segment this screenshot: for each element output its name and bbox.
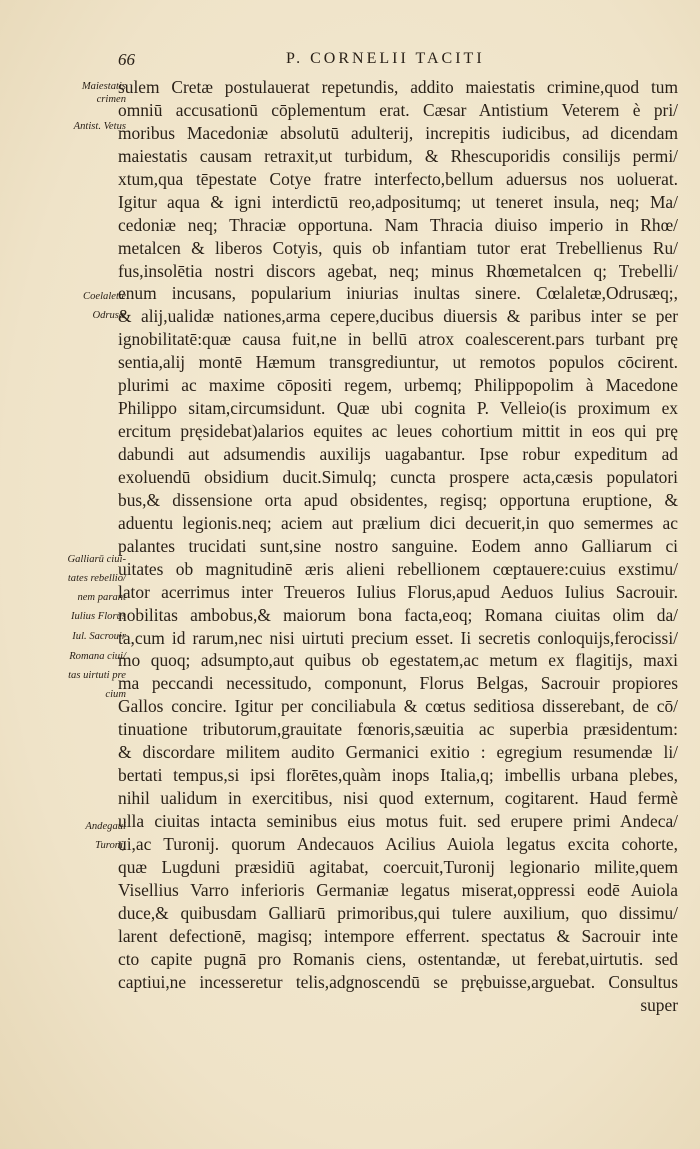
text-line: Visellius Varro inferioris Germaniæ legatus miserat,oppressi eodē Auiola: [118, 879, 678, 900]
margin-note-sacrouir: [40, 630, 126, 643]
text-line: Philippo sitam,circumsidunt. Quæ ubi cognita P. Velleio(is proximum ex: [118, 398, 678, 419]
text-line: ignobilitatē:quæ causa fuit,ne in bellū atrox coalescerent.pars turbant prę: [118, 329, 678, 350]
text-line: maiestatis causam retraxit,ut turbidum, & Rhescuporidis consilijs permi/: [118, 145, 678, 166]
text-line: dabundi aut adsumendis auxilijs uagabantur. Ipse robur expeditum ad: [118, 444, 678, 464]
margin-note-antistius: [40, 120, 126, 133]
text-line: palantes trucidati sunt,sine nostro sanguine. Eodem anno Galliarum ci: [118, 535, 678, 556]
text-line: uitates ob magnitudinē æris alieni rebellionem cœptauere:cuius exstimu/: [118, 558, 678, 579]
text-line: metalcen & liberos Cotyis, quis ob infantiam tutor erat Trebellienus Ru/: [118, 237, 678, 258]
margin-note-line: Iulius Florus: [70, 611, 126, 622]
margin-note-line: Turonij: [95, 840, 126, 851]
margin-note-line: Galliarū ciui-: [67, 554, 126, 565]
text-line: ta,cum id rarum,nec nisi uirtuti precium esset. Ii secretis conloquijs,ferocissi/: [118, 627, 678, 648]
text-line: tinuatione tributorum,grauitate fœnoris,sæuitia ac superbia præsidentum:: [118, 719, 678, 740]
text-line: captiui,ne incesseretur telis,adgnoscendū se prębuisse,arguebat. Consultus: [118, 971, 678, 992]
text-line: plurimi ac maxime cōpositi regem, urbemq; Philippopolim à Macedone: [118, 375, 678, 396]
margin-note-line: Romana ciui/: [69, 651, 126, 662]
text-line: nihil ualidum in exercitibus, nisi quod externum, cogitarent. Haud fermè: [118, 788, 678, 809]
main-text-block: [118, 76, 678, 1016]
text-line: ulla ciuitas intacta seminibus eius motus fuit. sed erupere primi Andeca/: [118, 811, 678, 831]
text-line: ercitum pręsidebat)alarios equites ac leues cohortium mittit in eos qui prę: [118, 421, 678, 442]
margin-note-andegaui: [40, 820, 126, 852]
margin-note-line: Coelaletæ: [83, 291, 126, 302]
margin-note-line: cium: [105, 689, 126, 700]
text-line: omniū accusationū cōplementum erat. Cæsar Antistium Veterem è pri/: [118, 99, 678, 120]
text-line: sentia,alij montē Hæmum transgrediuntur, ut remotos populos cōcirent.: [118, 352, 678, 373]
text-line: sulem Cretæ postulauerat repetundis, addito maiestatis crimine,quod tum: [118, 77, 678, 97]
text-line: Gallos concire. Igitur per conciliabula & cœtus seditiosa disserebant, de cō/: [118, 696, 678, 717]
margin-note-coelaletae: [40, 290, 126, 322]
text-line: ma peccandi necessitudo, componunt, Florus Belgas, Sacrouir propiores: [118, 673, 678, 694]
text-line: xtum,qua tēpestate Cotye fratre interfecto,bellum aduersus nos uoluerat.: [118, 168, 678, 189]
margin-note-line: tates rebellio/: [67, 573, 126, 584]
margin-note-line: Antist. Vetus: [73, 121, 126, 132]
margin-note-line: tas uirtuti pre: [68, 670, 126, 681]
margin-note-line: Andegaui: [85, 821, 126, 832]
text-line: quæ Lugduni præsidiū agitabat, coercuit,Turonij legionario milite,quem: [118, 856, 678, 877]
margin-note-line: Iul. Sacrouir: [72, 631, 126, 642]
margin-note-line: Maiestatis: [81, 81, 126, 92]
text-line: cto capite pugnā pro Romanis ciens, ostentandæ, ut ferebat,uirtutis. sed: [118, 948, 678, 969]
text-line: Igitur aqua & igni interdictū reo,adpositumq; ut teneret insula, neq; Ma/: [118, 191, 678, 212]
catchword: super: [640, 994, 678, 1015]
text-line: enum incusans, popularium iniurias inultas sinere. Cœlaletæ,Odrusæq;,: [118, 283, 678, 304]
text-line: ui,ac Turonij. quorum Andecauos Acilius Auiola legatus excita cohorte,: [118, 833, 678, 854]
margin-note-florus: [40, 610, 126, 623]
margin-note-galliarum: [40, 553, 126, 604]
margin-note-line: Odrusæ: [92, 310, 126, 321]
margin-note-line: crimen: [96, 94, 126, 105]
running-head: P. CORNELII TACITI: [286, 50, 485, 67]
margin-note-romana-ciuitas: [40, 650, 126, 701]
margin-note-line: nem parant: [77, 592, 126, 603]
text-line: mo quoq; adsumpto,aut quibus ob egestatem,ac metum ex flagitijs, maxi: [118, 650, 678, 671]
text-line: cedoniæ neq; Thraciæ opportuna. Nam Thracia diuiso imperio in Rhœ/: [118, 214, 678, 235]
text-line: & alij,ualidæ nationes,arma cepere,ducibus diuersis & paribus inter se per: [118, 306, 678, 327]
text-line: nobilitas ambobus,& maiorum bona facta,eoq; Romana ciuitas olim da/: [118, 604, 678, 625]
text-line: lator acerrimus inter Treueros Iulius Florus,apud Aeduos Iulius Sacrouir.: [118, 581, 678, 602]
margin-note-maiestatis: [40, 80, 126, 106]
text-line: larent defectionē, magisq; intempore efferrent. spectatus & Sacrouir inte: [118, 925, 678, 946]
page-number: 66: [118, 50, 135, 69]
text-line: aduentu legionis.neq; aciem aut prælium dici decuerit,in quo semermes ac: [118, 512, 678, 533]
text-line: fus,insolētia nostri discors agebat, neq; minus Rhœmetalcen q; Trebelli/: [118, 260, 678, 281]
text-line: duce,& quibusdam Galliarū primoribus,qui tulere auxilium, quo dissimu/: [118, 902, 678, 923]
text-line: & discordare militem audito Germanici exitio : egregium resumendæ li/: [118, 742, 678, 763]
page-header: [118, 50, 678, 76]
text-line: bertati tempus,si ipsi florētes,quàm inops Italia,q; imbellis urbana plebes,: [118, 765, 678, 786]
text-line: moribus Macedoniæ absolutū adulterij, increpitis iudicibus, ad dicendam: [118, 122, 678, 143]
text-line: exoluendū obsidium ducit.Simulq; cuncta prospere acta,cæsis populatori: [118, 466, 678, 487]
text-line: bus,& dissensione orta apud obsidentes, regisq; opportuna eruptione, &: [118, 489, 678, 510]
